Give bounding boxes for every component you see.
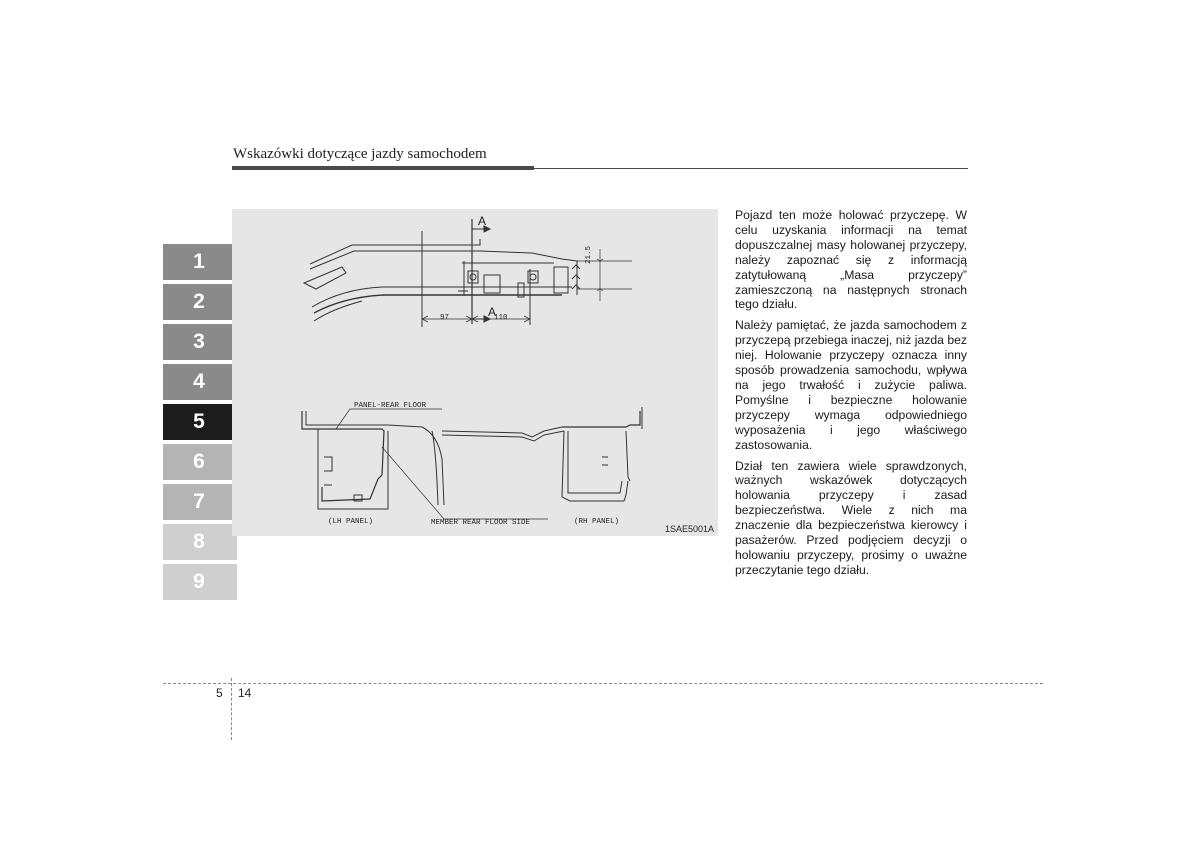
section-mark-bottom: A: [488, 305, 497, 319]
body-text: [735, 208, 967, 584]
section-mark-top: A: [478, 214, 487, 228]
dimension-97-label: 97: [440, 314, 450, 322]
chapter-tab-8[interactable]: 8: [163, 524, 237, 560]
chapter-tab-5[interactable]: 5: [163, 404, 237, 440]
chapter-tab-9[interactable]: 9: [163, 564, 237, 600]
paragraph: Dział ten zawiera wiele sprawdzonych, ważnych wskazówek dotyczących holowania przyczepy i zasad bezpieczeństwa. Wiele z nich ma znaczenie dla bezpieczeństwa kierowcy i pasażerów. Przed podjęciem decyzji o holowaniu przyczepy, prosimy o uważne przeczytanie tego działu.: [735, 458, 967, 577]
label-panel-rear-floor: PANEL-REAR FLOOR: [354, 402, 427, 410]
dimension-110-label: 110: [494, 314, 508, 322]
header-rule: [232, 166, 534, 170]
diagram-drawing: [232, 209, 718, 536]
header-rule-thin: [534, 168, 968, 169]
footer-divider: [231, 678, 232, 740]
dimension-21-5-label: 21.5: [585, 245, 593, 264]
cross-section-drawing: [302, 407, 642, 519]
figure-code: 1SAE5001A: [664, 524, 714, 534]
footer-page-number: 14: [238, 686, 252, 700]
paragraph: Pojazd ten może holować przyczepę. W celu uzyskania informacji na temat dopuszczalnej masy holowanej przyczepy, należy zapoznać się z informacją zatytułowaną „Masa przyczepy” zamieszczoną na następnych stronach tego działu.: [735, 208, 967, 312]
paragraph: Należy pamiętać, że jazda samochodem z przyczepą przebiega inaczej, niż jazda bez niej. Holowanie przyczepy oznacza inny sposób prowadzenia samochodu, wpływa na jego trwałość i zużycie paliwa. Pomyślne i bezpieczne holowanie przyczepy wymaga odpowiedniego wyposażenia i jego właściwego zastosowania.: [735, 318, 967, 452]
chapter-tab-1[interactable]: 1: [163, 244, 237, 280]
chapter-tab-7[interactable]: 7: [163, 484, 237, 520]
footer-chapter-number: 5: [216, 686, 223, 700]
side-view-drawing: [304, 219, 632, 327]
chapter-tab-6[interactable]: 6: [163, 444, 237, 480]
chapter-tab-2[interactable]: 2: [163, 284, 237, 320]
chapter-tab-3[interactable]: 3: [163, 324, 237, 360]
towing-diagram-figure: [232, 209, 718, 536]
chapter-tab-4[interactable]: 4: [163, 364, 237, 400]
label-lh-panel: (LH PANEL): [328, 518, 374, 526]
footer-rule: [163, 683, 1043, 684]
label-rh-panel: (RH PANEL): [574, 518, 620, 526]
label-member-rear-floor-side: MEMBER REAR FLOOR SIDE: [431, 519, 531, 527]
section-title: Wskazówki dotyczące jazdy samochodem: [233, 146, 487, 162]
